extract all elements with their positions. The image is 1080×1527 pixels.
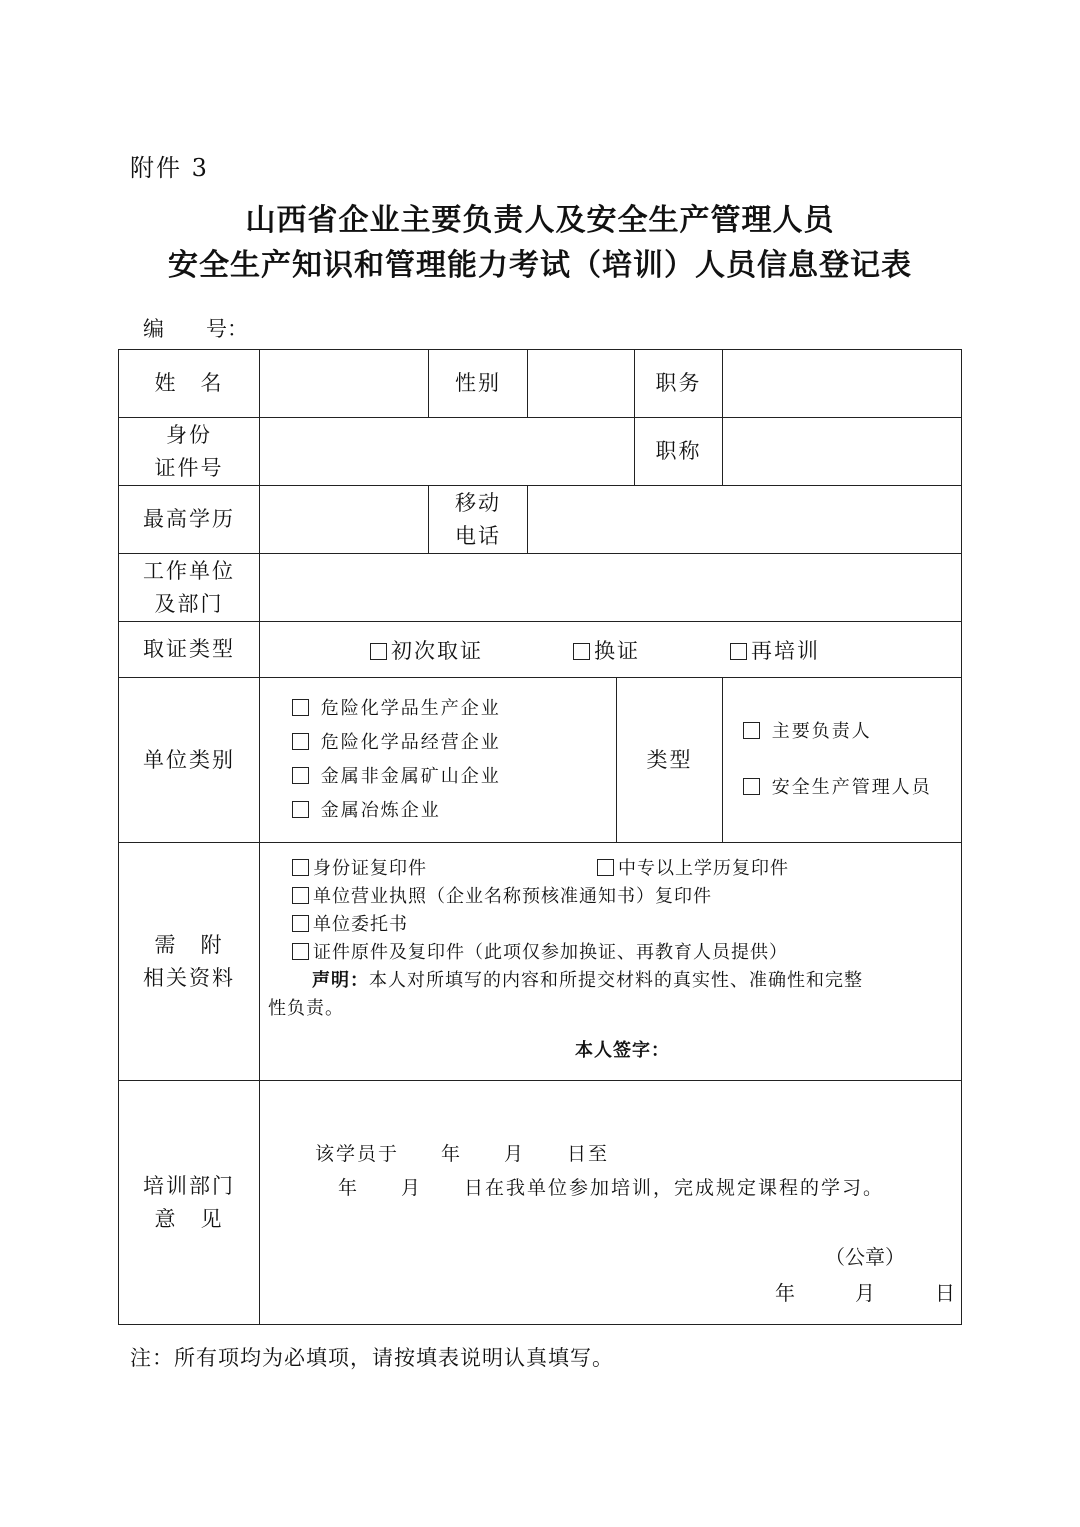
training-label-line1: 培训部门 bbox=[143, 1173, 235, 1198]
mobile-field[interactable] bbox=[528, 486, 962, 554]
form-title-line1: 山西省企业主要负责人及安全生产管理人员 bbox=[245, 203, 835, 238]
mobile-label bbox=[429, 486, 528, 554]
type-options bbox=[723, 678, 962, 843]
training-label-line2: 意 见 bbox=[154, 1206, 224, 1231]
material-id-copy[interactable]: 身份证复印件 bbox=[292, 855, 597, 883]
position-label: 职务 bbox=[635, 350, 723, 418]
cert-option-retrain[interactable]: 再培训 bbox=[730, 635, 820, 665]
title-rank-field[interactable] bbox=[723, 418, 962, 486]
mobile-label-line1: 移动 bbox=[455, 490, 501, 515]
declaration-label: 声明： bbox=[312, 970, 369, 991]
title-rank-label: 职称 bbox=[635, 418, 723, 486]
checkbox-icon[interactable] bbox=[292, 699, 309, 716]
training-text-line2: 年 月 日在我单位参加培训，完成规定课程的学习。 bbox=[338, 1177, 885, 1199]
work-unit-field[interactable] bbox=[260, 554, 962, 622]
date-day: 日 bbox=[935, 1281, 955, 1305]
type-option-safety-manager[interactable]: 安全生产管理人员 bbox=[743, 760, 961, 816]
unit-option-mining[interactable]: 金属非金属矿山企业 bbox=[292, 760, 616, 794]
materials-label bbox=[119, 843, 260, 1081]
id-label-line1: 身份 bbox=[166, 422, 212, 447]
education-field[interactable] bbox=[260, 486, 429, 554]
material-entrust[interactable]: 单位委托书 bbox=[292, 911, 953, 939]
id-number-field[interactable] bbox=[260, 418, 635, 486]
date-year: 年 bbox=[775, 1281, 795, 1305]
attachment-label: 附件 3 bbox=[130, 154, 209, 182]
registration-form bbox=[118, 349, 962, 1325]
form-title-line2: 安全生产知识和管理能力考试（培训）人员信息登记表 bbox=[168, 248, 912, 283]
unit-category-label: 单位类别 bbox=[119, 678, 260, 843]
unit-option-smelting[interactable]: 金属冶炼企业 bbox=[292, 794, 616, 828]
sign-date bbox=[775, 1277, 955, 1306]
cert-type-options bbox=[260, 622, 962, 678]
unit-option-hazchem-trading[interactable]: 危险化学品经营企业 bbox=[292, 726, 616, 760]
id-label-line2: 证件号 bbox=[154, 455, 224, 480]
gender-label: 性别 bbox=[429, 350, 528, 418]
type-option-principal[interactable]: 主要负责人 bbox=[743, 704, 961, 760]
id-number-label bbox=[119, 418, 260, 486]
material-cert-copy[interactable]: 证件原件及复印件（此项仅参加换证、再教育人员提供） bbox=[292, 939, 953, 967]
checkbox-icon[interactable] bbox=[743, 778, 760, 795]
checkbox-icon[interactable] bbox=[597, 859, 614, 876]
checkbox-icon[interactable] bbox=[292, 859, 309, 876]
work-label-line2: 及部门 bbox=[154, 591, 224, 616]
checkbox-icon[interactable] bbox=[292, 915, 309, 932]
cert-option-initial[interactable]: 初次取证 bbox=[370, 635, 483, 665]
work-unit-label bbox=[119, 554, 260, 622]
footnote: 注：所有项均为必填项，请按填表说明认真填写。 bbox=[130, 1346, 614, 1370]
training-dept-label bbox=[119, 1081, 260, 1325]
declaration-text-cont: 性负责。 bbox=[268, 998, 344, 1019]
declaration bbox=[292, 967, 953, 995]
official-seal-label: （公章） bbox=[825, 1245, 905, 1269]
serial-number-label: 编 号： bbox=[143, 317, 248, 341]
date-month: 月 bbox=[855, 1281, 875, 1305]
material-edu-copy[interactable]: 中专以上学历复印件 bbox=[597, 855, 789, 883]
work-label-line1: 工作单位 bbox=[143, 558, 235, 583]
materials-cell bbox=[260, 843, 962, 1081]
name-field[interactable] bbox=[260, 350, 429, 418]
signature-label[interactable]: 本人签字： bbox=[575, 1040, 670, 1061]
cert-option-renew[interactable]: 换证 bbox=[573, 635, 640, 665]
declaration-text: 本人对所填写的内容和所提交材料的真实性、准确性和完整 bbox=[369, 970, 863, 991]
unit-option-hazchem-production[interactable]: 危险化学品生产企业 bbox=[292, 692, 616, 726]
checkbox-icon[interactable] bbox=[292, 887, 309, 904]
materials-label-line2: 相关资料 bbox=[143, 965, 235, 990]
mobile-label-line2: 电话 bbox=[455, 523, 501, 548]
training-opinion-cell bbox=[260, 1081, 962, 1325]
material-license-copy[interactable]: 单位营业执照（企业名称预核准通知书）复印件 bbox=[292, 883, 953, 911]
checkbox-icon[interactable] bbox=[743, 722, 760, 739]
position-field[interactable] bbox=[723, 350, 962, 418]
education-label: 最高学历 bbox=[119, 486, 260, 554]
type-label: 类型 bbox=[617, 678, 723, 843]
checkbox-icon[interactable] bbox=[292, 767, 309, 784]
materials-label-line1: 需 附 bbox=[154, 932, 224, 957]
checkbox-icon[interactable] bbox=[370, 643, 387, 660]
checkbox-icon[interactable] bbox=[292, 801, 309, 818]
checkbox-icon[interactable] bbox=[292, 943, 309, 960]
unit-category-options bbox=[260, 678, 617, 843]
checkbox-icon[interactable] bbox=[573, 643, 590, 660]
name-label: 姓 名 bbox=[119, 350, 260, 418]
checkbox-icon[interactable] bbox=[292, 733, 309, 750]
checkbox-icon[interactable] bbox=[730, 643, 747, 660]
gender-field[interactable] bbox=[528, 350, 635, 418]
training-text-line1: 该学员于 年 月 日至 bbox=[315, 1143, 610, 1165]
cert-type-label: 取证类型 bbox=[119, 622, 260, 678]
